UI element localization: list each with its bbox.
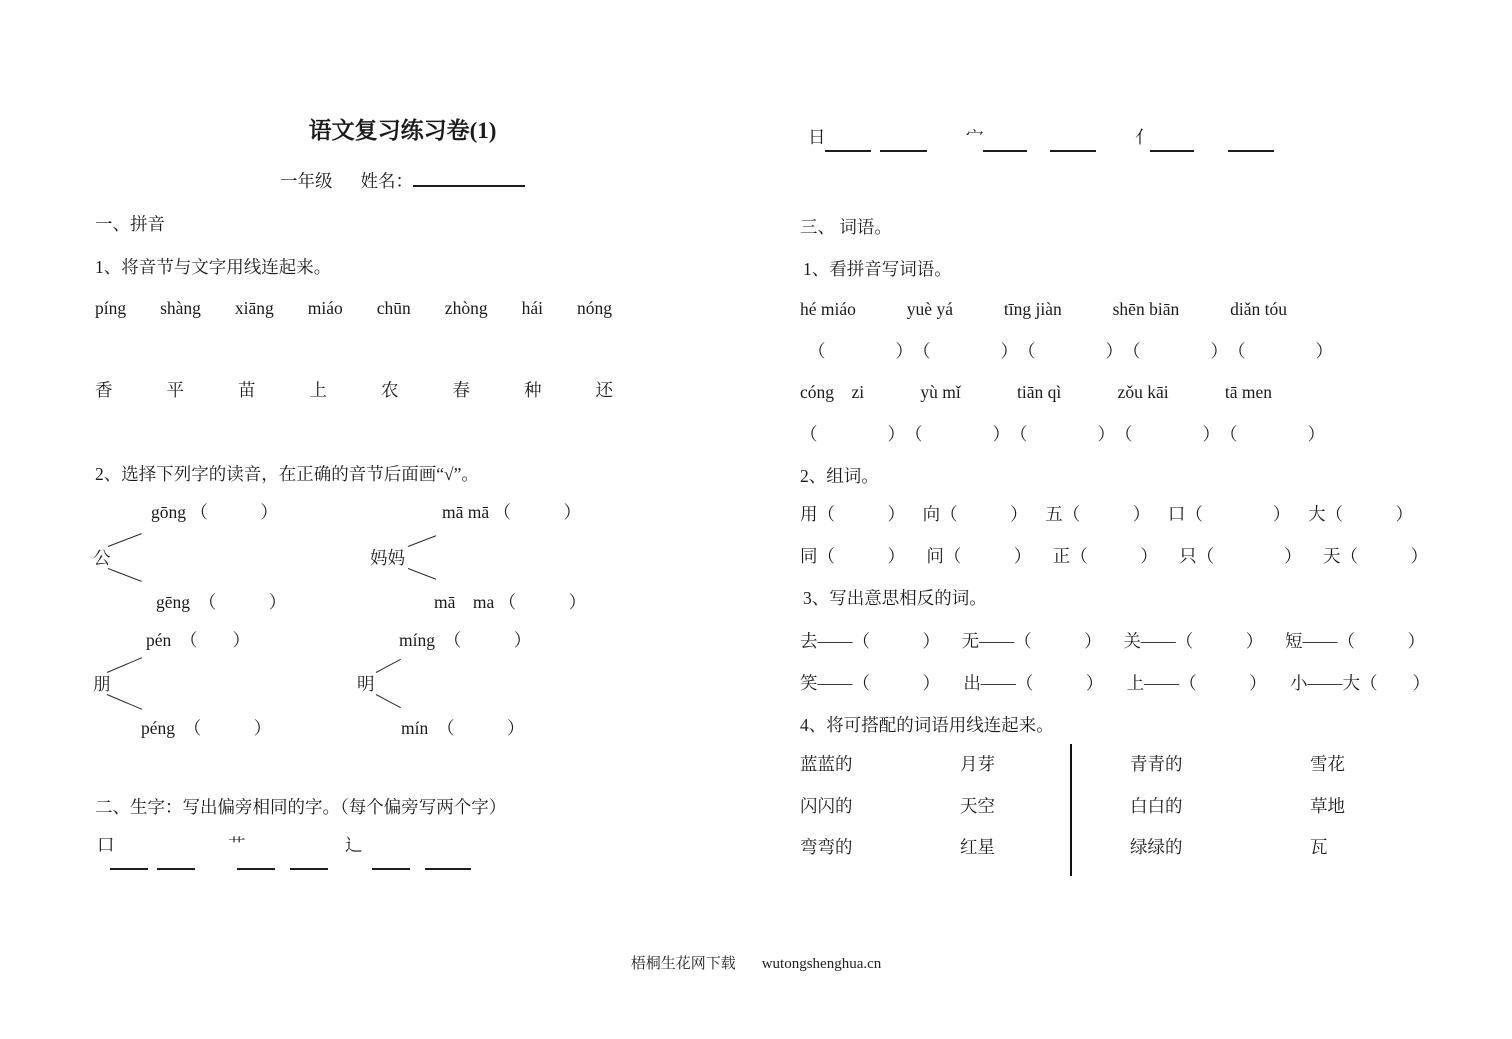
match-word: 闪闪的 xyxy=(800,795,853,816)
q3-label: 3、写出意思相反的词。 xyxy=(803,588,987,608)
antonym-item: 上——（ ） xyxy=(1126,673,1267,693)
subtitle-row xyxy=(95,170,710,192)
q2-label: 2、选择下列字的读音，在正确的音节后面画“√”。 xyxy=(95,464,479,484)
word-building-row xyxy=(800,545,1428,567)
q1-label: 1、将音节与文字用线连起来。 xyxy=(95,257,332,277)
word-building-row xyxy=(800,503,1413,525)
answer-paren: （ ） xyxy=(808,341,913,361)
match-word: 天空 xyxy=(960,795,995,816)
answer-blank xyxy=(237,868,275,870)
connector-line xyxy=(408,535,436,547)
radical-char: 口 xyxy=(97,835,115,855)
hanzi-char: 春 xyxy=(452,380,470,400)
hanzi-char: 平 xyxy=(166,380,184,400)
antonym-row xyxy=(800,672,1430,694)
name-blank xyxy=(413,170,525,187)
column-divider-line xyxy=(1070,744,1072,876)
word-building-item: 问（ ） xyxy=(926,546,1032,566)
antonym-item: 出——（ ） xyxy=(963,673,1104,693)
paren-row xyxy=(808,340,1333,362)
name-label-wrap xyxy=(361,170,526,192)
pinyin-word: hé miáo xyxy=(800,299,856,319)
match-word: 青青的 xyxy=(1130,754,1183,774)
pinyin-word: xiāng xyxy=(234,298,274,318)
section1-heading: 一、拼音 xyxy=(95,214,165,234)
connector-line xyxy=(376,659,401,673)
hanzi-char: 还 xyxy=(595,380,613,400)
pinyin-word: tiān qì xyxy=(1017,382,1062,402)
pronunciation-choice-group xyxy=(93,629,393,741)
antonym-item: 去——（ ） xyxy=(800,631,940,651)
match-word: 绿绿的 xyxy=(1130,837,1183,857)
hanzi-char: 农 xyxy=(381,380,399,400)
word-building-item: 天（ ） xyxy=(1323,546,1428,566)
word-building-item: 同（ ） xyxy=(800,546,905,566)
answer-paren: （ ） xyxy=(905,424,1010,444)
answer-blank xyxy=(425,868,471,870)
radical-char: 艹 xyxy=(228,835,246,855)
pronunciation-option: gōng （ ） xyxy=(151,502,278,522)
name-label: 姓名： xyxy=(360,171,413,191)
match-word: 红星 xyxy=(960,837,995,857)
target-character: 明 xyxy=(357,674,375,694)
radical-char: 辶 xyxy=(345,835,363,855)
section2-heading: 二、生字：写出偏旁相同的字。（每个偏旁写两个字） xyxy=(95,797,507,817)
answer-paren: （ ） xyxy=(1115,424,1220,444)
hanzi-char: 上 xyxy=(309,380,327,400)
pinyin-word: diǎn tóu xyxy=(1230,299,1287,319)
pinyin-word: cóng zi xyxy=(800,382,865,402)
hanzi-char: 香 xyxy=(95,380,113,400)
word-building-item: 只（ ） xyxy=(1179,546,1302,566)
answer-blank xyxy=(1228,150,1274,152)
pinyin-word: shēn biān xyxy=(1112,299,1180,319)
word-building-item: 用（ ） xyxy=(800,504,905,524)
match-column-adjectives xyxy=(800,753,853,858)
match-word: 月芽 xyxy=(960,754,995,774)
word-building-item: 口（ ） xyxy=(1167,504,1291,524)
answer-paren: （ ） xyxy=(1228,341,1333,361)
antonym-item: 小——大（ ） xyxy=(1289,673,1430,693)
match-word: 草地 xyxy=(1310,795,1345,816)
answer-blank xyxy=(1150,150,1194,152)
page-title: 语文复习练习卷(1) xyxy=(308,118,497,143)
pinyin-row xyxy=(800,381,1272,403)
pinyin-word: chūn xyxy=(376,298,411,318)
radical-char: 亻 xyxy=(1135,127,1153,147)
answer-blank xyxy=(1050,150,1096,152)
pinyin-word: yù mǐ xyxy=(920,382,961,402)
pronunciation-option: mā ma （ ） xyxy=(434,592,587,612)
word-building-item: 五（ ） xyxy=(1045,504,1151,524)
section3-heading: 三、 词语。 xyxy=(800,217,892,237)
q4-label: 4、将可搭配的词语用线连起来。 xyxy=(800,715,1054,735)
pinyin-word: tīng jiàn xyxy=(1003,299,1062,319)
pronunciation-option: pén （ ） xyxy=(146,630,251,650)
antonym-row xyxy=(800,630,1425,652)
answer-blank xyxy=(372,868,410,870)
pronunciation-option: mín （ ） xyxy=(401,718,525,738)
antonym-item: 笑——（ ） xyxy=(800,673,940,693)
answer-paren: （ ） xyxy=(913,341,1018,361)
q1-label: 1、看拼音写词语。 xyxy=(803,259,952,279)
connector-line xyxy=(107,694,142,710)
connector-line xyxy=(107,657,142,673)
connector-line xyxy=(108,568,142,582)
grade-label: 一年级 xyxy=(280,171,333,191)
match-word: 瓦 xyxy=(1310,837,1328,857)
word-building-item: 向（ ） xyxy=(922,504,1028,524)
hanzi-char: 苗 xyxy=(238,380,256,400)
pronunciation-option: mā mā （ ） xyxy=(442,502,582,522)
pinyin-word: hái xyxy=(521,298,543,318)
match-word: 白白的 xyxy=(1130,795,1183,816)
target-character: 朋 xyxy=(93,674,111,694)
word-building-item: 大（ ） xyxy=(1308,504,1413,524)
pronunciation-choice-group xyxy=(93,501,393,613)
answer-blank xyxy=(110,868,148,870)
connector-line xyxy=(408,568,436,580)
connector-line xyxy=(376,694,401,708)
pinyin-row xyxy=(95,297,612,319)
connector-line xyxy=(108,533,142,547)
match-column-nouns xyxy=(960,753,995,858)
pinyin-word: nóng xyxy=(576,298,612,318)
antonym-item: 关——（ ） xyxy=(1123,631,1264,651)
pinyin-word: zǒu kāi xyxy=(1117,382,1169,402)
antonym-item: 短——（ ） xyxy=(1284,631,1425,651)
target-character: 公 xyxy=(93,548,111,568)
footer-site-url: wutongshenghua.cn xyxy=(761,956,882,972)
answer-blank xyxy=(157,868,195,870)
pinyin-word: píng xyxy=(95,298,127,318)
pronunciation-option: péng （ ） xyxy=(141,718,272,738)
q2-label: 2、组词。 xyxy=(800,466,879,486)
pronunciation-option: gēng （ ） xyxy=(156,592,287,612)
radical-char: 宀 xyxy=(966,127,984,147)
pronunciation-option: míng （ ） xyxy=(399,630,532,650)
paren-row xyxy=(800,423,1325,445)
answer-blank xyxy=(880,150,927,152)
pinyin-word: yuè yá xyxy=(906,299,953,319)
match-word: 蓝蓝的 xyxy=(800,754,853,774)
match-word: 弯弯的 xyxy=(800,837,853,857)
answer-paren: （ ） xyxy=(1010,424,1115,444)
pronunciation-choice-group xyxy=(370,501,670,613)
match-column-adjectives xyxy=(1130,753,1183,858)
answer-paren: （ ） xyxy=(800,424,905,444)
answer-paren: （ ） xyxy=(1018,341,1123,361)
pinyin-word: miáo xyxy=(307,298,343,318)
answer-blank xyxy=(290,868,328,870)
hanzi-char: 种 xyxy=(524,380,542,400)
antonym-item: 无——（ ） xyxy=(961,631,1102,651)
answer-blank xyxy=(825,150,871,152)
radical-char: 日 xyxy=(808,127,826,147)
pronunciation-choice-group xyxy=(357,629,657,741)
pinyin-word: tā men xyxy=(1224,382,1272,402)
pinyin-word: zhòng xyxy=(444,298,488,318)
match-column-nouns xyxy=(1310,753,1345,858)
answer-blank xyxy=(983,150,1027,152)
word-building-item: 正（ ） xyxy=(1052,546,1158,566)
target-character: 妈妈 xyxy=(370,548,405,568)
answer-paren: （ ） xyxy=(1220,424,1325,444)
answer-paren: （ ） xyxy=(1123,341,1228,361)
hanzi-row xyxy=(95,379,613,401)
footer xyxy=(0,953,1512,975)
pinyin-word: shàng xyxy=(160,298,201,318)
pinyin-row xyxy=(800,298,1287,320)
footer-site-name: 梧桐生花网下载 xyxy=(630,956,736,972)
match-word: 雪花 xyxy=(1310,754,1345,774)
